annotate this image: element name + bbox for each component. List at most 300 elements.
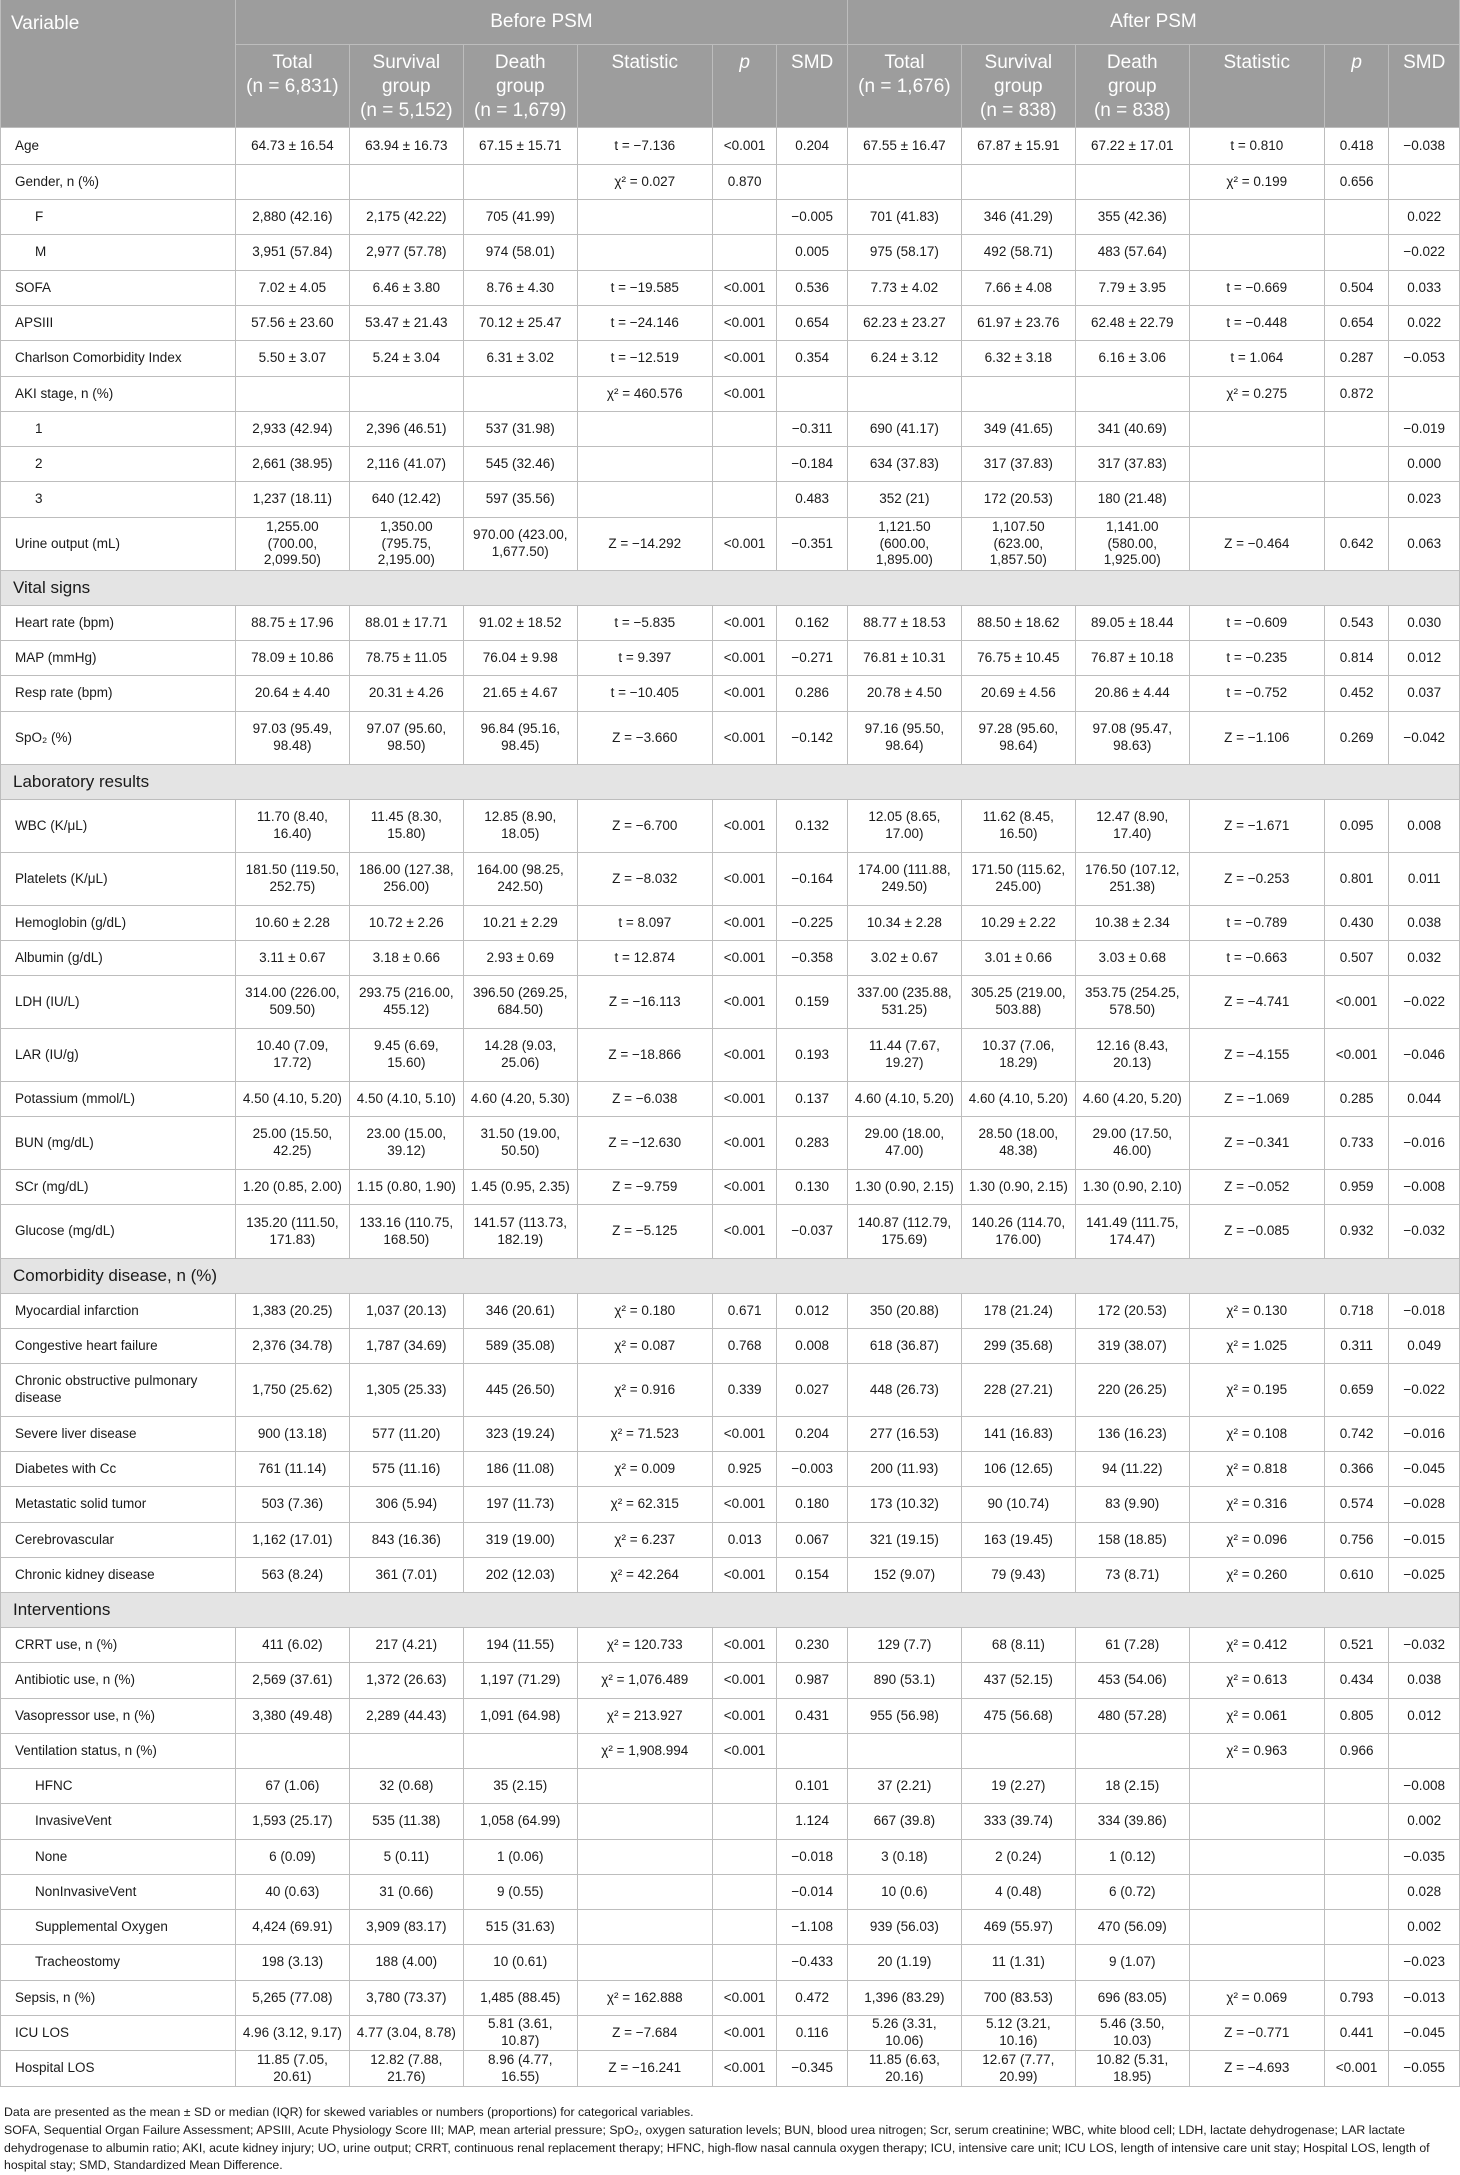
row-label: Severe liver disease	[1, 1417, 236, 1452]
table-cell: 0.269	[1324, 712, 1389, 765]
table-cell: 2,396 (46.51)	[349, 412, 463, 447]
table-row	[1, 306, 1460, 341]
table-cell: 171.50 (115.62, 245.00)	[961, 853, 1075, 906]
table-cell: Z = −0.052	[1189, 1170, 1324, 1205]
table-cell: 0.030	[1389, 606, 1460, 641]
table-cell: 186 (11.08)	[463, 1452, 577, 1487]
table-cell: χ² = 62.315	[577, 1487, 712, 1523]
row-label: LDH (IU/L)	[1, 976, 236, 1029]
table-cell	[1324, 235, 1389, 271]
table-row	[1, 1170, 1460, 1205]
table-cell: −0.351	[777, 518, 848, 571]
table-footnotes	[0, 2104, 1460, 2175]
table-cell: <0.001	[712, 1029, 777, 1082]
table-cell: <0.001	[712, 271, 777, 306]
table-cell: Z = −8.032	[577, 853, 712, 906]
table-cell: 0.132	[777, 800, 848, 853]
table-cell: 11.85 (7.05, 20.61)	[235, 2051, 349, 2087]
table-cell: 14.28 (9.03, 25.06)	[463, 1029, 577, 1082]
table-cell	[1189, 1875, 1324, 1910]
table-cell: 2,376 (34.78)	[235, 1329, 349, 1364]
table-cell: <0.001	[712, 976, 777, 1029]
table-cell	[1324, 1840, 1389, 1875]
table-cell: 141.49 (111.75, 174.47)	[1075, 1205, 1189, 1259]
table-cell: 955 (56.98)	[847, 1699, 961, 1734]
header-col-name: Survival group	[984, 52, 1053, 97]
table-cell: −0.046	[1389, 1029, 1460, 1082]
table-cell: χ² = 0.027	[577, 165, 712, 200]
table-cell: 970.00 (423.00, 1,677.50)	[463, 518, 577, 571]
row-label: 1	[1, 412, 236, 447]
table-cell: Z = −9.759	[577, 1170, 712, 1205]
table-cell: 20.86 ± 4.44	[1075, 676, 1189, 712]
table-cell: χ² = 71.523	[577, 1417, 712, 1452]
table-cell: 0.028	[1389, 1875, 1460, 1910]
table-cell: 1,305 (25.33)	[349, 1364, 463, 1417]
table-cell: 5 (0.11)	[349, 1840, 463, 1875]
table-cell: 355 (42.36)	[1075, 200, 1189, 235]
table-cell	[961, 1734, 1075, 1769]
table-cell: 1,121.50 (600.00, 1,895.00)	[847, 518, 961, 571]
table-cell: 0.987	[777, 1663, 848, 1699]
table-cell: 700 (83.53)	[961, 1981, 1075, 2016]
table-cell: 1,255.00 (700.00, 2,099.50)	[235, 518, 349, 571]
table-cell: −0.025	[1389, 1558, 1460, 1593]
row-label: Metastatic solid tumor	[1, 1487, 236, 1523]
table-row	[1, 1364, 1460, 1417]
header-col-name: Total	[272, 52, 313, 73]
table-cell: 1,350.00 (795.75, 2,195.00)	[349, 518, 463, 571]
table-cell: 350 (20.88)	[847, 1294, 961, 1329]
table-cell: 0.872	[1324, 377, 1389, 412]
table-cell: 4.60 (4.10, 5.20)	[961, 1082, 1075, 1117]
table-cell: 40 (0.63)	[235, 1875, 349, 1910]
table-cell	[712, 1945, 777, 1981]
header-col-name: Death group	[494, 52, 546, 97]
table-cell: 0.033	[1389, 271, 1460, 306]
table-row	[1, 1117, 1460, 1170]
table-cell: 306 (5.94)	[349, 1487, 463, 1523]
table-cell: 475 (56.68)	[961, 1699, 1075, 1734]
table-cell: −0.018	[1389, 1294, 1460, 1329]
table-cell: 0.159	[777, 976, 848, 1029]
table-cell: 1,396 (83.29)	[847, 1981, 961, 2016]
table-cell: t = −0.669	[1189, 271, 1324, 306]
table-cell: 0.441	[1324, 2016, 1389, 2051]
table-cell: −0.184	[777, 447, 848, 482]
table-cell: 32 (0.68)	[349, 1769, 463, 1804]
table-cell	[1189, 235, 1324, 271]
table-cell	[463, 1734, 577, 1769]
table-row	[1, 1294, 1460, 1329]
table-cell: 172 (20.53)	[1075, 1294, 1189, 1329]
table-cell: −0.005	[777, 200, 848, 235]
table-cell: 88.50 ± 18.62	[961, 606, 1075, 641]
table-cell: −0.035	[1389, 1840, 1460, 1875]
table-cell: 20 (1.19)	[847, 1945, 961, 1981]
table-cell: 10 (0.6)	[847, 1875, 961, 1910]
table-cell: 11.62 (8.45, 16.50)	[961, 800, 1075, 853]
table-cell: χ² = 0.087	[577, 1329, 712, 1364]
table-cell: <0.001	[712, 853, 777, 906]
table-subrow	[1, 482, 1460, 518]
header-col-count: (n = 838)	[1093, 99, 1171, 121]
table-cell: 11.45 (8.30, 15.80)	[349, 800, 463, 853]
table-cell: 88.77 ± 18.53	[847, 606, 961, 641]
table-cell: 0.756	[1324, 1523, 1389, 1558]
table-cell: −0.032	[1389, 1628, 1460, 1663]
table-cell: 0.733	[1324, 1117, 1389, 1170]
table-cell: 29.00 (18.00, 47.00)	[847, 1117, 961, 1170]
table-cell: −0.022	[1389, 1364, 1460, 1417]
table-cell: 696 (83.05)	[1075, 1981, 1189, 2016]
table-cell: <0.001	[712, 1117, 777, 1170]
table-cell: 0.012	[1389, 1699, 1460, 1734]
table-cell	[777, 377, 848, 412]
table-cell: 141 (16.83)	[961, 1417, 1075, 1452]
table-cell: −0.008	[1389, 1769, 1460, 1804]
table-cell	[1075, 1734, 1189, 1769]
table-cell: 97.28 (95.60, 98.64)	[961, 712, 1075, 765]
table-cell: 0.504	[1324, 271, 1389, 306]
table-cell: <0.001	[712, 712, 777, 765]
header-before-psm: Before PSM	[235, 0, 847, 45]
table-cell: <0.001	[712, 128, 777, 165]
table-cell: 28.50 (18.00, 48.38)	[961, 1117, 1075, 1170]
table-cell: χ² = 0.108	[1189, 1417, 1324, 1452]
table-cell: 411 (6.02)	[235, 1628, 349, 1663]
table-row	[1, 271, 1460, 306]
table-row	[1, 128, 1460, 165]
table-cell: 0.137	[777, 1082, 848, 1117]
table-cell	[577, 1804, 712, 1840]
table-cell	[1324, 447, 1389, 482]
table-cell	[712, 1769, 777, 1804]
table-subrow	[1, 1840, 1460, 1875]
table-cell: <0.001	[712, 1734, 777, 1769]
table-row	[1, 1329, 1460, 1364]
table-cell: <0.001	[1324, 1029, 1389, 1082]
table-cell: Z = −6.038	[577, 1082, 712, 1117]
row-label: Potassium (mmol/L)	[1, 1082, 236, 1117]
table-cell: 5.81 (3.61, 10.87)	[463, 2016, 577, 2051]
table-cell: 0.925	[712, 1452, 777, 1487]
table-cell: 8.96 (4.77, 16.55)	[463, 2051, 577, 2087]
table-cell	[577, 482, 712, 518]
table-cell: 174.00 (111.88, 249.50)	[847, 853, 961, 906]
table-cell	[712, 200, 777, 235]
table-cell: 9 (1.07)	[1075, 1945, 1189, 1981]
row-label: 2	[1, 447, 236, 482]
header-col-count: (n = 838)	[980, 99, 1057, 121]
table-cell: 4.96 (3.12, 9.17)	[235, 2016, 349, 2051]
table-cell: 1.124	[777, 1804, 848, 1840]
table-cell: 0.101	[777, 1769, 848, 1804]
table-cell: Z = −7.684	[577, 2016, 712, 2051]
table-cell: 79 (9.43)	[961, 1558, 1075, 1593]
table-cell: 667 (39.8)	[847, 1804, 961, 1840]
table-cell: 5,265 (77.08)	[235, 1981, 349, 2016]
header-col-count: (n = 1,676)	[858, 75, 951, 97]
row-label: ICU LOS	[1, 2016, 236, 2051]
table-cell: 0.814	[1324, 641, 1389, 676]
table-cell: 0.032	[1389, 941, 1460, 976]
table-cell: 12.82 (7.88, 21.76)	[349, 2051, 463, 2087]
table-cell: 1.15 (0.80, 1.90)	[349, 1170, 463, 1205]
table-cell: χ² = 0.963	[1189, 1734, 1324, 1769]
table-cell	[847, 1734, 961, 1769]
table-cell: Z = −1.106	[1189, 712, 1324, 765]
table-cell: 0.022	[1389, 200, 1460, 235]
table-cell: 0.543	[1324, 606, 1389, 641]
table-cell: 0.162	[777, 606, 848, 641]
table-cell: Z = −3.660	[577, 712, 712, 765]
table-cell: χ² = 0.061	[1189, 1699, 1324, 1734]
table-subrow	[1, 1945, 1460, 1981]
table-cell: 1,237 (18.11)	[235, 482, 349, 518]
table-row	[1, 1734, 1460, 1769]
table-row	[1, 1663, 1460, 1699]
table-row	[1, 1417, 1460, 1452]
table-row	[1, 1628, 1460, 1663]
table-cell: Z = −0.771	[1189, 2016, 1324, 2051]
section-title: Vital signs	[1, 571, 1460, 606]
table-cell: 0.966	[1324, 1734, 1389, 1769]
table-cell: 6.32 ± 3.18	[961, 341, 1075, 377]
table-cell: 448 (26.73)	[847, 1364, 961, 1417]
table-cell: −0.003	[777, 1452, 848, 1487]
table-row	[1, 1029, 1460, 1082]
table-cell	[712, 1910, 777, 1945]
table-cell: 0.023	[1389, 482, 1460, 518]
table-cell: 67.55 ± 16.47	[847, 128, 961, 165]
table-cell: 0.574	[1324, 1487, 1389, 1523]
table-cell: 575 (11.16)	[349, 1452, 463, 1487]
row-label: BUN (mg/dL)	[1, 1117, 236, 1170]
table-cell: 299 (35.68)	[961, 1329, 1075, 1364]
table-cell: 12.67 (7.77, 20.99)	[961, 2051, 1075, 2087]
table-cell: t = −5.835	[577, 606, 712, 641]
table-cell: 843 (16.36)	[349, 1523, 463, 1558]
table-cell: <0.001	[712, 1205, 777, 1259]
table-cell: 25.00 (15.50, 42.25)	[235, 1117, 349, 1170]
table-cell: −0.055	[1389, 2051, 1460, 2087]
header-before-col-2	[463, 45, 577, 128]
table-cell: 975 (58.17)	[847, 235, 961, 271]
table-cell	[1189, 1804, 1324, 1840]
table-cell: Z = −4.693	[1189, 2051, 1324, 2087]
table-cell: χ² = 0.916	[577, 1364, 712, 1417]
section-title: Laboratory results	[1, 765, 1460, 800]
table-cell: χ² = 213.927	[577, 1699, 712, 1734]
table-row	[1, 1487, 1460, 1523]
table-cell: 589 (35.08)	[463, 1329, 577, 1364]
table-cell: χ² = 120.733	[577, 1628, 712, 1663]
table-cell: 188 (4.00)	[349, 1945, 463, 1981]
table-cell: 2.93 ± 0.69	[463, 941, 577, 976]
table-row	[1, 1981, 1460, 2016]
table-cell: 89.05 ± 18.44	[1075, 606, 1189, 641]
table-cell: 228 (27.21)	[961, 1364, 1075, 1417]
table-cell: 4.77 (3.04, 8.78)	[349, 2016, 463, 2051]
table-cell: 78.75 ± 11.05	[349, 641, 463, 676]
table-cell: 3 (0.18)	[847, 1840, 961, 1875]
table-cell	[1324, 1945, 1389, 1981]
table-cell: 0.431	[777, 1699, 848, 1734]
table-cell: 64.73 ± 16.54	[235, 128, 349, 165]
table-cell: 0.742	[1324, 1417, 1389, 1452]
table-cell: 0.067	[777, 1523, 848, 1558]
table-cell: t = −0.663	[1189, 941, 1324, 976]
table-row	[1, 906, 1460, 941]
table-cell: 1 (0.12)	[1075, 1840, 1189, 1875]
table-cell: 0.521	[1324, 1628, 1389, 1663]
table-cell	[1324, 482, 1389, 518]
table-cell	[712, 235, 777, 271]
table-cell: Z = −1.671	[1189, 800, 1324, 853]
table-cell	[463, 165, 577, 200]
table-cell: 761 (11.14)	[235, 1452, 349, 1487]
table-cell: 7.66 ± 4.08	[961, 271, 1075, 306]
table-cell: 5.46 (3.50, 10.03)	[1075, 2016, 1189, 2051]
table-cell: 3.01 ± 0.66	[961, 941, 1075, 976]
table-cell: 3,380 (49.48)	[235, 1699, 349, 1734]
table-cell: 135.20 (111.50, 171.83)	[235, 1205, 349, 1259]
table-cell: 0.659	[1324, 1364, 1389, 1417]
table-cell	[1324, 1910, 1389, 1945]
table-subrow	[1, 200, 1460, 235]
table-cell: 2,933 (42.94)	[235, 412, 349, 447]
table-cell: −0.053	[1389, 341, 1460, 377]
table-cell: 1 (0.06)	[463, 1840, 577, 1875]
table-cell: 0.671	[712, 1294, 777, 1329]
table-cell	[777, 1734, 848, 1769]
table-cell: 181.50 (119.50, 252.75)	[235, 853, 349, 906]
table-cell: 197 (11.73)	[463, 1487, 577, 1523]
table-cell: 10.21 ± 2.29	[463, 906, 577, 941]
table-cell: −0.019	[1389, 412, 1460, 447]
table-cell: χ² = 0.316	[1189, 1487, 1324, 1523]
table-cell: −0.015	[1389, 1523, 1460, 1558]
table-cell: 1.45 (0.95, 2.35)	[463, 1170, 577, 1205]
table-cell: 67 (1.06)	[235, 1769, 349, 1804]
table-cell: <0.001	[712, 800, 777, 853]
table-cell: 0.154	[777, 1558, 848, 1593]
table-cell: 1,037 (20.13)	[349, 1294, 463, 1329]
table-cell	[577, 1910, 712, 1945]
table-cell: 53.47 ± 21.43	[349, 306, 463, 341]
table-cell: 4.50 (4.10, 5.10)	[349, 1082, 463, 1117]
table-cell: 1,058 (64.99)	[463, 1804, 577, 1840]
table-cell: 4,424 (69.91)	[235, 1910, 349, 1945]
table-cell: −0.022	[1389, 976, 1460, 1029]
section-header	[1, 765, 1460, 800]
table-cell: 334 (39.86)	[1075, 1804, 1189, 1840]
table-cell: 563 (8.24)	[235, 1558, 349, 1593]
table-cell: 67.22 ± 17.01	[1075, 128, 1189, 165]
table-cell	[1189, 1840, 1324, 1875]
row-label: Age	[1, 128, 236, 165]
table-cell: χ² = 0.096	[1189, 1523, 1324, 1558]
table-cell: 62.23 ± 23.27	[847, 306, 961, 341]
table-cell	[1189, 1769, 1324, 1804]
row-label: LAR (IU/g)	[1, 1029, 236, 1082]
row-label: Myocardial infarction	[1, 1294, 236, 1329]
header-col-name: p	[1351, 52, 1362, 73]
table-cell: −1.108	[777, 1910, 848, 1945]
table-cell: 91.02 ± 18.52	[463, 606, 577, 641]
table-row	[1, 712, 1460, 765]
header-before-col-5	[777, 45, 848, 128]
table-cell	[712, 1804, 777, 1840]
row-label: SpO₂ (%)	[1, 712, 236, 765]
table-cell	[577, 1769, 712, 1804]
table-cell: 4.60 (4.20, 5.30)	[463, 1082, 577, 1117]
table-cell: 152 (9.07)	[847, 1558, 961, 1593]
table-cell: 323 (19.24)	[463, 1417, 577, 1452]
table-cell: 2,175 (42.22)	[349, 200, 463, 235]
table-cell: 21.65 ± 4.67	[463, 676, 577, 712]
table-cell: t = 1.064	[1189, 341, 1324, 377]
row-label: Ventilation status, n (%)	[1, 1734, 236, 1769]
row-label: 3	[1, 482, 236, 518]
table-cell	[712, 412, 777, 447]
table-cell: 0.002	[1389, 1910, 1460, 1945]
row-label: Antibiotic use, n (%)	[1, 1663, 236, 1699]
table-cell: 1.30 (0.90, 2.15)	[961, 1170, 1075, 1205]
table-cell: 4.60 (4.20, 5.20)	[1075, 1082, 1189, 1117]
table-cell: Z = −0.341	[1189, 1117, 1324, 1170]
table-cell: χ² = 1,908.994	[577, 1734, 712, 1769]
table-cell: 0.038	[1389, 1663, 1460, 1699]
row-label: M	[1, 235, 236, 271]
table-cell: 480 (57.28)	[1075, 1699, 1189, 1734]
table-cell: <0.001	[712, 1487, 777, 1523]
table-cell: <0.001	[712, 1663, 777, 1699]
table-cell: Z = −6.700	[577, 800, 712, 853]
table-cell: χ² = 0.613	[1189, 1663, 1324, 1699]
header-col-count: (n = 1,679)	[474, 99, 567, 121]
table-cell	[1389, 1734, 1460, 1769]
table-cell: 31 (0.66)	[349, 1875, 463, 1910]
table-row	[1, 377, 1460, 412]
table-row	[1, 1452, 1460, 1487]
table-cell: <0.001	[712, 676, 777, 712]
table-cell	[349, 377, 463, 412]
section-header	[1, 571, 1460, 606]
table-cell: 0.287	[1324, 341, 1389, 377]
table-cell: 141.57 (113.73, 182.19)	[463, 1205, 577, 1259]
row-label: AKI stage, n (%)	[1, 377, 236, 412]
table-cell: 29.00 (17.50, 46.00)	[1075, 1117, 1189, 1170]
table-cell: 10 (0.61)	[463, 1945, 577, 1981]
table-cell: 2,880 (42.16)	[235, 200, 349, 235]
table-cell: 0.536	[777, 271, 848, 306]
table-header	[1, 0, 1460, 128]
table-cell: 0.130	[777, 1170, 848, 1205]
table-cell: 0.507	[1324, 941, 1389, 976]
table-cell: 0.642	[1324, 518, 1389, 571]
row-label: None	[1, 1840, 236, 1875]
table-cell: 158 (18.85)	[1075, 1523, 1189, 1558]
table-cell: 67.87 ± 15.91	[961, 128, 1075, 165]
table-cell: 0.483	[777, 482, 848, 518]
table-cell	[235, 377, 349, 412]
table-cell	[1189, 200, 1324, 235]
row-label: Glucose (mg/dL)	[1, 1205, 236, 1259]
table-cell: 6 (0.09)	[235, 1840, 349, 1875]
row-label: Charlson Comorbidity Index	[1, 341, 236, 377]
